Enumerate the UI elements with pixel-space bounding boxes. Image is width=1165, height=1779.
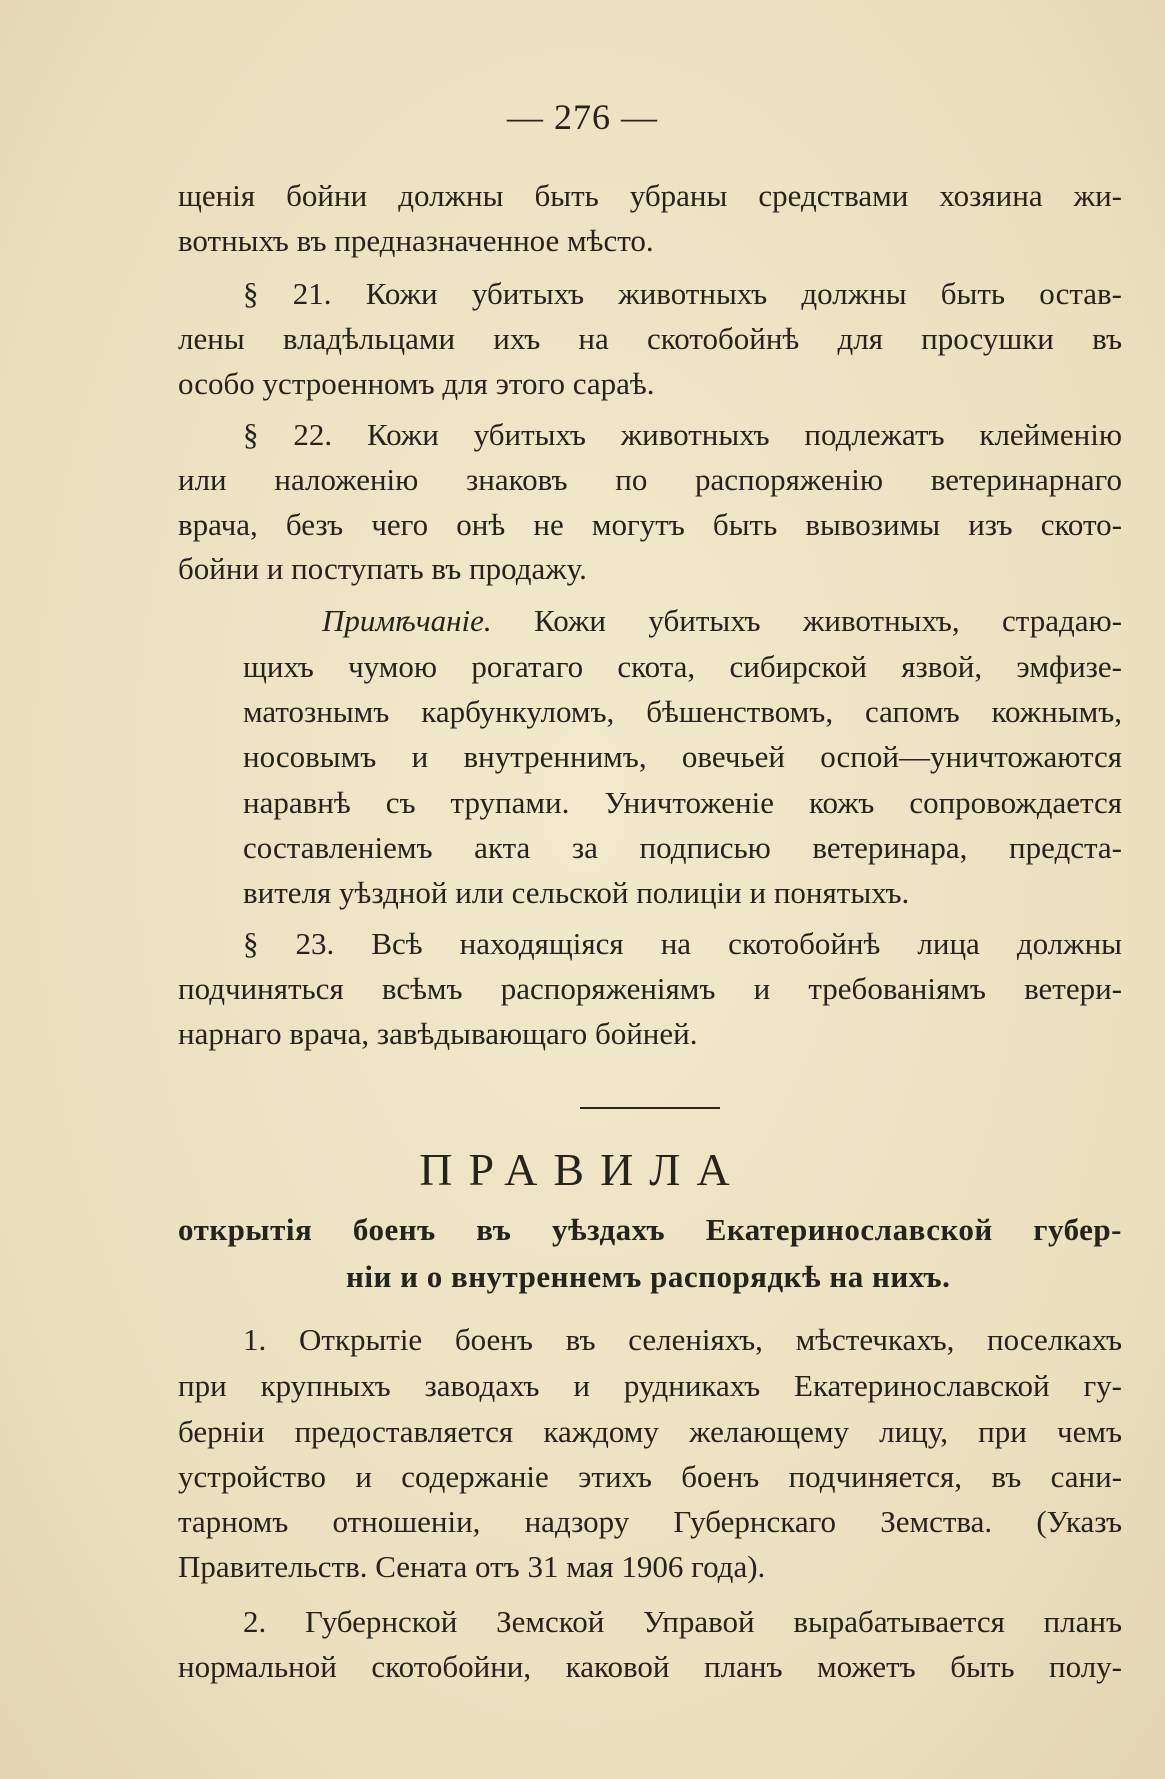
text-line: нормальной скотобойни, каковой планъ можетъ быть полу- [178,1649,1122,1684]
note-first-line [322,599,1122,643]
text-line: лены владѣльцами ихъ на скотобойнѣ для просушки въ [178,321,1122,356]
note-line: наравнѣ съ трупами. Уничтоженіе кожъ сопровождается [243,785,1122,820]
note-label: Примѣчаніе. [322,603,492,638]
text-line: Правительств. Сената отъ 31 мая 1906 года). [178,1549,766,1584]
paragraph-22-line: § 22. Кожи убитыхъ животныхъ подлежатъ клейменію [243,417,1122,452]
text-line: устройство и содержаніе этихъ боенъ подчиняется, въ сани- [178,1459,1122,1494]
text-line: бойни и поступать въ продажу. [178,551,587,586]
note-line: щихъ чумою рогатаго скота, сибирской язвой, эмфизе- [243,649,1122,684]
note-line: составленіемъ акта за подписью ветеринара, предста- [243,830,1122,865]
note-first-text: Кожи убитыхъ животныхъ, страдаю- [534,603,1122,638]
page-number: — 276 — [507,97,658,137]
text-line: особо устроенномъ для этого сараѣ. [178,366,655,401]
rule-2-line: 2. Губернской Земской Управой вырабатывается планъ [243,1604,1122,1639]
text-line: или наложенію знаковъ по распоряженію ветеринарнаго [178,462,1122,497]
text-line: вотныхъ въ предназначенное мѣсто. [178,223,654,258]
rule-1-line: 1. Открытіе боенъ въ селеніяхъ, мѣстечкахъ, поселкахъ [243,1322,1122,1357]
section-divider [580,1107,720,1109]
text-line: щенія бойни должны быть убраны средствами хозяина жи- [178,178,1122,213]
subtitle-line: открытія боенъ въ уѣздахъ Екатеринославской губер- [178,1212,1122,1247]
note-line: матознымъ карбункуломъ, бѣшенствомъ, сапомъ кожнымъ, [243,694,1122,729]
section-title: ПРАВИЛА [419,1144,746,1195]
subtitle-line: ніи и о внутреннемъ распорядкѣ на нихъ. [346,1259,951,1294]
text-line: подчиняться всѣмъ распоряженіямъ и требованіямъ ветери- [178,971,1122,1006]
paragraph-21-line: § 21. Кожи убитыхъ животныхъ должны быть остав- [243,276,1122,311]
text-line: врача, безъ чего онѣ не могутъ быть вывозимы изъ ското- [178,507,1122,542]
note-line: носовымъ и внутреннимъ, овечьей оспой—уничтожаются [243,739,1122,774]
paragraph-23-line: § 23. Всѣ находящіяся на скотобойнѣ лица должны [243,926,1122,961]
text-line: тарномъ отношеніи, надзору Губернскаго Земства. (Указъ [178,1504,1122,1539]
note-line: вителя уѣздной или сельской полиціи и понятыхъ. [243,875,910,910]
text-line: нарнаго врача, завѣдывающаго бойней. [178,1016,698,1051]
text-line: берніи предоставляется каждому желающему лицу, при чемъ [178,1414,1122,1449]
text-line: при крупныхъ заводахъ и рудникахъ Екатеринославской гу- [178,1368,1122,1403]
